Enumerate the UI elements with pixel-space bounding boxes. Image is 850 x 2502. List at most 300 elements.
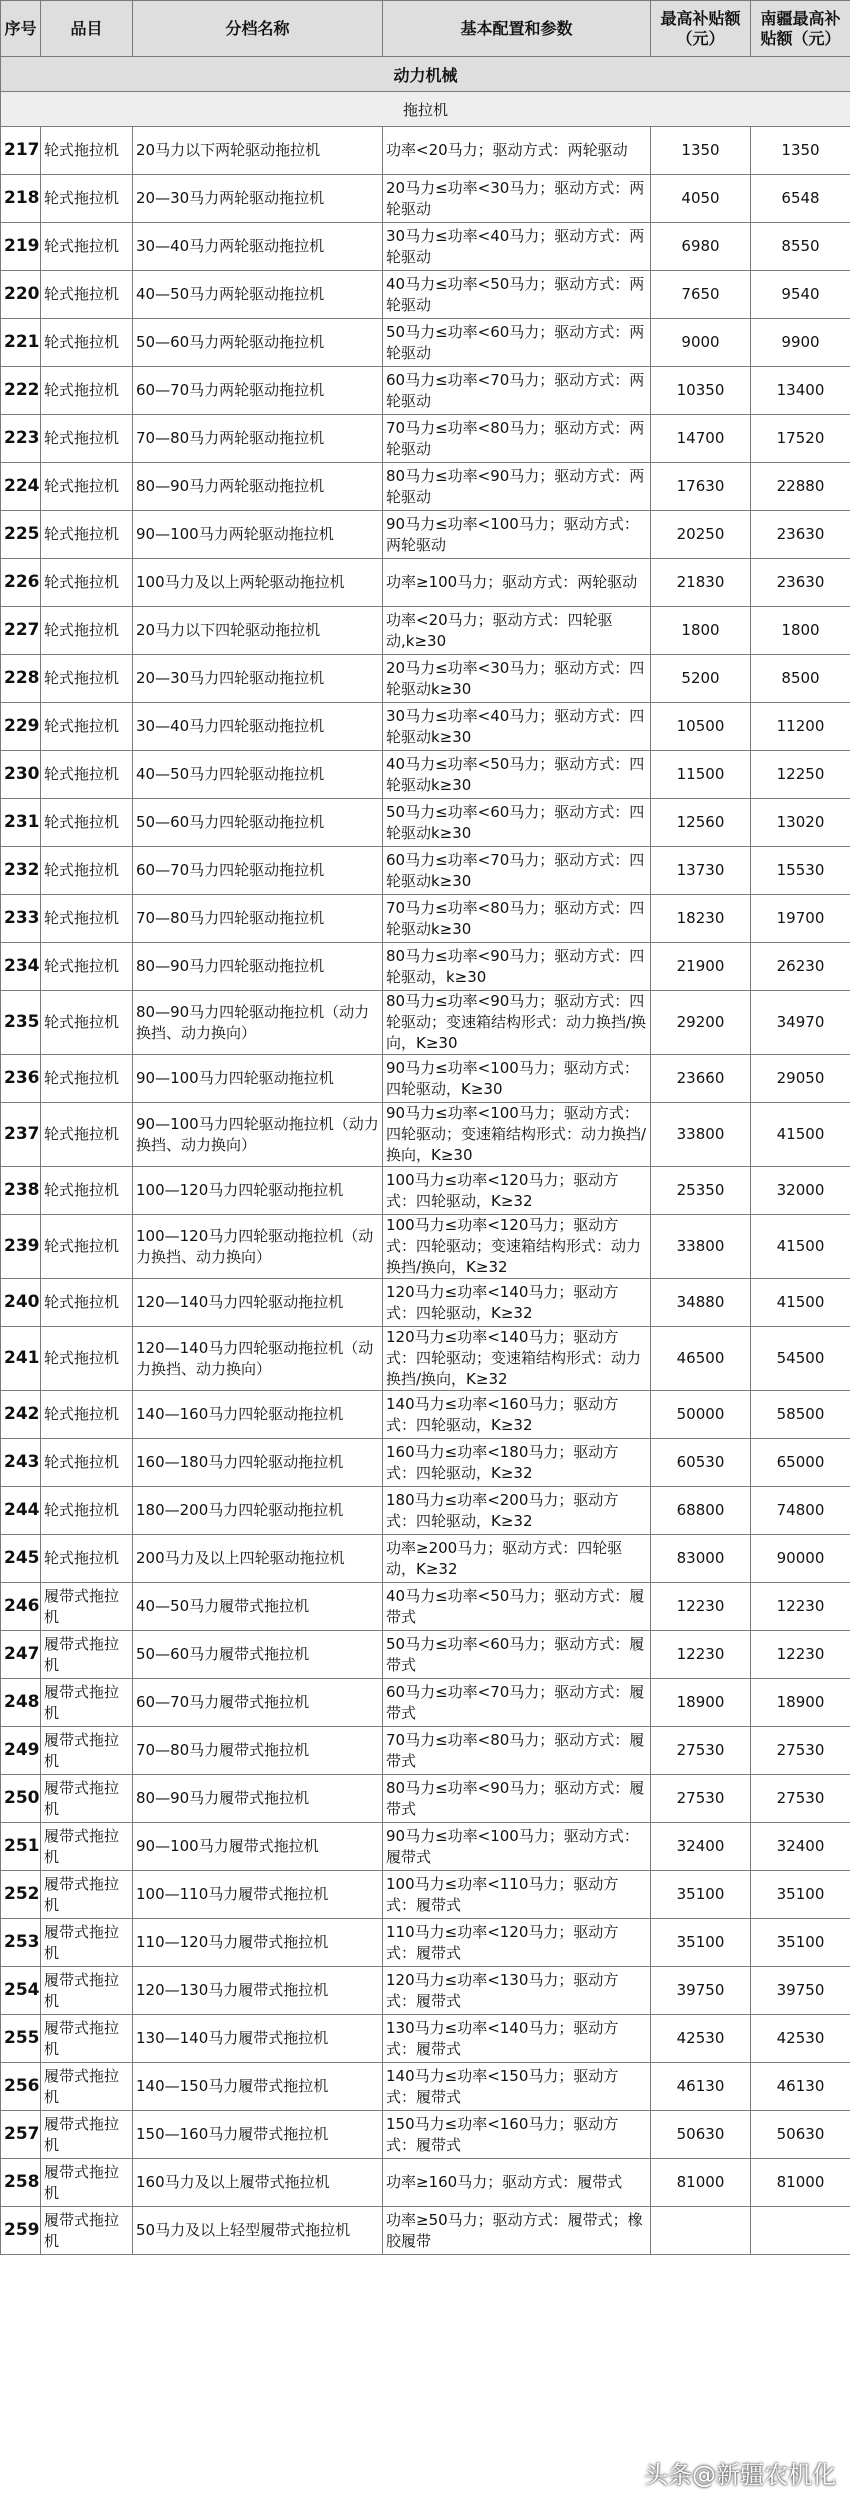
row-param: 90马力≤功率<100马力；驱动方式：两轮驱动 — [383, 511, 651, 559]
row-max-subsidy: 35100 — [651, 1871, 751, 1919]
row-max-subsidy: 50000 — [651, 1391, 751, 1439]
row-number: 240 — [1, 1279, 41, 1327]
row-name: 70—80马力四轮驱动拖拉机 — [133, 895, 383, 943]
row-number: 250 — [1, 1775, 41, 1823]
row-nanjiang-subsidy — [751, 2207, 850, 2255]
row-name: 70—80马力两轮驱动拖拉机 — [133, 415, 383, 463]
row-max-subsidy: 42530 — [651, 2015, 751, 2063]
row-param: 60马力≤功率<70马力；驱动方式：四轮驱动k≥30 — [383, 847, 651, 895]
row-category: 轮式拖拉机 — [41, 175, 133, 223]
section-title: 动力机械 — [1, 57, 850, 92]
row-max-subsidy: 18900 — [651, 1679, 751, 1727]
row-max-subsidy: 35100 — [651, 1919, 751, 1967]
row-param: 20马力≤功率<30马力；驱动方式：两轮驱动 — [383, 175, 651, 223]
row-max-subsidy: 68800 — [651, 1487, 751, 1535]
row-name: 60—70马力履带式拖拉机 — [133, 1679, 383, 1727]
row-param: 80马力≤功率<90马力；驱动方式：四轮驱动，k≥30 — [383, 943, 651, 991]
row-category: 履带式拖拉机 — [41, 2159, 133, 2207]
table-row — [1, 2207, 850, 2255]
row-nanjiang-subsidy: 32400 — [751, 1823, 850, 1871]
row-number: 256 — [1, 2063, 41, 2111]
row-category: 履带式拖拉机 — [41, 1919, 133, 1967]
row-number: 241 — [1, 1327, 41, 1391]
row-param: 20马力≤功率<30马力；驱动方式：四轮驱动k≥30 — [383, 655, 651, 703]
row-number: 258 — [1, 2159, 41, 2207]
row-name: 50—60马力履带式拖拉机 — [133, 1631, 383, 1679]
row-category: 轮式拖拉机 — [41, 895, 133, 943]
row-param: 50马力≤功率<60马力；驱动方式：两轮驱动 — [383, 319, 651, 367]
table-row — [1, 751, 850, 799]
row-name: 110—120马力履带式拖拉机 — [133, 1919, 383, 1967]
row-number: 245 — [1, 1535, 41, 1583]
row-number: 246 — [1, 1583, 41, 1631]
row-name: 120—130马力履带式拖拉机 — [133, 1967, 383, 2015]
row-max-subsidy: 21900 — [651, 943, 751, 991]
row-number: 257 — [1, 2111, 41, 2159]
row-param: 120马力≤功率<130马力；驱动方式：履带式 — [383, 1967, 651, 2015]
row-number: 222 — [1, 367, 41, 415]
row-name: 50—60马力两轮驱动拖拉机 — [133, 319, 383, 367]
table-row — [1, 1439, 850, 1487]
row-name: 100—120马力四轮驱动拖拉机 — [133, 1167, 383, 1215]
row-nanjiang-subsidy: 9900 — [751, 319, 850, 367]
row-number: 218 — [1, 175, 41, 223]
table-row — [1, 1391, 850, 1439]
row-name: 70—80马力履带式拖拉机 — [133, 1727, 383, 1775]
row-param: 100马力≤功率<110马力；驱动方式：履带式 — [383, 1871, 651, 1919]
row-number: 235 — [1, 991, 41, 1055]
row-name: 20马力以下四轮驱动拖拉机 — [133, 607, 383, 655]
row-number: 237 — [1, 1103, 41, 1167]
row-category: 履带式拖拉机 — [41, 1967, 133, 2015]
row-nanjiang-subsidy: 27530 — [751, 1727, 850, 1775]
row-nanjiang-subsidy: 81000 — [751, 2159, 850, 2207]
row-name: 20马力以下两轮驱动拖拉机 — [133, 127, 383, 175]
row-max-subsidy — [651, 2207, 751, 2255]
row-param: 70马力≤功率<80马力；驱动方式：履带式 — [383, 1727, 651, 1775]
row-param: 100马力≤功率<120马力；驱动方式：四轮驱动；变速箱结构形式：动力换挡/换向，K≥32 — [383, 1215, 651, 1279]
row-category: 轮式拖拉机 — [41, 1167, 133, 1215]
table-row — [1, 1727, 850, 1775]
table-row — [1, 943, 850, 991]
row-nanjiang-subsidy: 1350 — [751, 127, 850, 175]
row-nanjiang-subsidy: 15530 — [751, 847, 850, 895]
row-max-subsidy: 25350 — [651, 1167, 751, 1215]
row-nanjiang-subsidy: 6548 — [751, 175, 850, 223]
row-name: 50—60马力四轮驱动拖拉机 — [133, 799, 383, 847]
row-category: 履带式拖拉机 — [41, 2111, 133, 2159]
table-row — [1, 1919, 850, 1967]
row-param: 功率≥160马力；驱动方式：履带式 — [383, 2159, 651, 2207]
row-nanjiang-subsidy: 26230 — [751, 943, 850, 991]
row-number: 232 — [1, 847, 41, 895]
row-max-subsidy: 14700 — [651, 415, 751, 463]
row-name: 100—110马力履带式拖拉机 — [133, 1871, 383, 1919]
table-row — [1, 127, 850, 175]
table-row — [1, 1215, 850, 1279]
row-name: 140—150马力履带式拖拉机 — [133, 2063, 383, 2111]
row-nanjiang-subsidy: 22880 — [751, 463, 850, 511]
row-max-subsidy: 33800 — [651, 1215, 751, 1279]
row-name: 40—50马力履带式拖拉机 — [133, 1583, 383, 1631]
row-nanjiang-subsidy: 74800 — [751, 1487, 850, 1535]
row-max-subsidy: 12230 — [651, 1631, 751, 1679]
row-max-subsidy: 5200 — [651, 655, 751, 703]
row-name: 80—90马力履带式拖拉机 — [133, 1775, 383, 1823]
row-nanjiang-subsidy: 23630 — [751, 559, 850, 607]
row-number: 228 — [1, 655, 41, 703]
row-max-subsidy: 83000 — [651, 1535, 751, 1583]
row-nanjiang-subsidy: 1800 — [751, 607, 850, 655]
row-max-subsidy: 6980 — [651, 223, 751, 271]
row-number: 242 — [1, 1391, 41, 1439]
section-row — [1, 57, 850, 92]
row-max-subsidy: 34880 — [651, 1279, 751, 1327]
row-category: 轮式拖拉机 — [41, 1279, 133, 1327]
row-param: 90马力≤功率<100马力；驱动方式：四轮驱动；变速箱结构形式：动力换挡/换向，K≥30 — [383, 1103, 651, 1167]
row-name: 20—30马力两轮驱动拖拉机 — [133, 175, 383, 223]
row-max-subsidy: 1800 — [651, 607, 751, 655]
row-nanjiang-subsidy: 12230 — [751, 1631, 850, 1679]
row-param: 功率<20马力；驱动方式：两轮驱动 — [383, 127, 651, 175]
row-category: 轮式拖拉机 — [41, 1215, 133, 1279]
table-row — [1, 1487, 850, 1535]
row-name: 90—100马力履带式拖拉机 — [133, 1823, 383, 1871]
row-param: 功率≥200马力；驱动方式：四轮驱动，K≥32 — [383, 1535, 651, 1583]
row-category: 轮式拖拉机 — [41, 751, 133, 799]
row-nanjiang-subsidy: 35100 — [751, 1871, 850, 1919]
row-nanjiang-subsidy: 65000 — [751, 1439, 850, 1487]
row-nanjiang-subsidy: 39750 — [751, 1967, 850, 2015]
row-nanjiang-subsidy: 12230 — [751, 1583, 850, 1631]
row-number: 229 — [1, 703, 41, 751]
table-row — [1, 1871, 850, 1919]
table-row — [1, 511, 850, 559]
row-max-subsidy: 23660 — [651, 1055, 751, 1103]
row-name: 40—50马力四轮驱动拖拉机 — [133, 751, 383, 799]
row-nanjiang-subsidy: 58500 — [751, 1391, 850, 1439]
table-row — [1, 223, 850, 271]
row-number: 238 — [1, 1167, 41, 1215]
row-number: 248 — [1, 1679, 41, 1727]
table-row — [1, 1535, 850, 1583]
row-number: 253 — [1, 1919, 41, 1967]
row-param: 160马力≤功率<180马力；驱动方式：四轮驱动，K≥32 — [383, 1439, 651, 1487]
row-number: 223 — [1, 415, 41, 463]
row-max-subsidy: 32400 — [651, 1823, 751, 1871]
row-category: 轮式拖拉机 — [41, 1439, 133, 1487]
row-number: 234 — [1, 943, 41, 991]
row-name: 80—90马力四轮驱动拖拉机（动力换挡、动力换向） — [133, 991, 383, 1055]
row-number: 227 — [1, 607, 41, 655]
row-name: 90—100马力四轮驱动拖拉机 — [133, 1055, 383, 1103]
row-category: 轮式拖拉机 — [41, 799, 133, 847]
row-category: 轮式拖拉机 — [41, 127, 133, 175]
row-name: 60—70马力四轮驱动拖拉机 — [133, 847, 383, 895]
row-param: 90马力≤功率<100马力；驱动方式：履带式 — [383, 1823, 651, 1871]
watermark: 头条@新疆农机化 — [644, 2461, 836, 2489]
row-category: 履带式拖拉机 — [41, 1775, 133, 1823]
row-param: 60马力≤功率<70马力；驱动方式：两轮驱动 — [383, 367, 651, 415]
row-name: 180—200马力四轮驱动拖拉机 — [133, 1487, 383, 1535]
row-nanjiang-subsidy: 18900 — [751, 1679, 850, 1727]
row-nanjiang-subsidy: 9540 — [751, 271, 850, 319]
row-category: 轮式拖拉机 — [41, 1487, 133, 1535]
row-name: 80—90马力四轮驱动拖拉机 — [133, 943, 383, 991]
row-category: 履带式拖拉机 — [41, 1727, 133, 1775]
row-category: 轮式拖拉机 — [41, 463, 133, 511]
row-param: 140马力≤功率<160马力；驱动方式：四轮驱动，K≥32 — [383, 1391, 651, 1439]
table-row — [1, 703, 850, 751]
row-number: 233 — [1, 895, 41, 943]
row-max-subsidy: 12560 — [651, 799, 751, 847]
table-row — [1, 2015, 850, 2063]
row-param: 180马力≤功率<200马力；驱动方式：四轮驱动，K≥32 — [383, 1487, 651, 1535]
row-category: 轮式拖拉机 — [41, 1103, 133, 1167]
row-category: 轮式拖拉机 — [41, 607, 133, 655]
row-nanjiang-subsidy: 32000 — [751, 1167, 850, 1215]
row-category: 履带式拖拉机 — [41, 1823, 133, 1871]
row-category: 履带式拖拉机 — [41, 1631, 133, 1679]
row-param: 80马力≤功率<90马力；驱动方式：四轮驱动；变速箱结构形式：动力换挡/换向，K≥30 — [383, 991, 651, 1055]
row-number: 231 — [1, 799, 41, 847]
row-param: 50马力≤功率<60马力；驱动方式：履带式 — [383, 1631, 651, 1679]
table-row — [1, 1103, 850, 1167]
table-row — [1, 1279, 850, 1327]
subsection-title: 拖拉机 — [1, 92, 850, 127]
table-row — [1, 2159, 850, 2207]
table-row — [1, 1167, 850, 1215]
row-category: 轮式拖拉机 — [41, 847, 133, 895]
row-param: 150马力≤功率<160马力；驱动方式：履带式 — [383, 2111, 651, 2159]
table-row — [1, 1679, 850, 1727]
row-name: 80—90马力两轮驱动拖拉机 — [133, 463, 383, 511]
row-max-subsidy: 13730 — [651, 847, 751, 895]
row-param: 40马力≤功率<50马力；驱动方式：四轮驱动k≥30 — [383, 751, 651, 799]
row-number: 220 — [1, 271, 41, 319]
row-category: 轮式拖拉机 — [41, 655, 133, 703]
row-nanjiang-subsidy: 8500 — [751, 655, 850, 703]
row-name: 30—40马力两轮驱动拖拉机 — [133, 223, 383, 271]
row-number: 252 — [1, 1871, 41, 1919]
row-category: 轮式拖拉机 — [41, 943, 133, 991]
subsection-row — [1, 92, 850, 127]
row-max-subsidy: 17630 — [651, 463, 751, 511]
row-name: 160马力及以上履带式拖拉机 — [133, 2159, 383, 2207]
row-param: 120马力≤功率<140马力；驱动方式：四轮驱动；变速箱结构形式：动力换挡/换向，K≥32 — [383, 1327, 651, 1391]
table-row — [1, 1967, 850, 2015]
row-nanjiang-subsidy: 41500 — [751, 1215, 850, 1279]
row-number: 247 — [1, 1631, 41, 1679]
table-row — [1, 1055, 850, 1103]
row-nanjiang-subsidy: 54500 — [751, 1327, 850, 1391]
row-nanjiang-subsidy: 35100 — [751, 1919, 850, 1967]
row-number: 225 — [1, 511, 41, 559]
header-param: 基本配置和参数 — [383, 1, 651, 57]
row-max-subsidy: 10350 — [651, 367, 751, 415]
row-param: 90马力≤功率<100马力；驱动方式：四轮驱动，K≥30 — [383, 1055, 651, 1103]
table-row — [1, 1583, 850, 1631]
row-category: 轮式拖拉机 — [41, 1055, 133, 1103]
row-max-subsidy: 18230 — [651, 895, 751, 943]
row-name: 140—160马力四轮驱动拖拉机 — [133, 1391, 383, 1439]
table-header-row — [1, 1, 850, 57]
table-row — [1, 175, 850, 223]
row-param: 110马力≤功率<120马力；驱动方式：履带式 — [383, 1919, 651, 1967]
row-max-subsidy: 50630 — [651, 2111, 751, 2159]
table-row — [1, 799, 850, 847]
row-name: 60—70马力两轮驱动拖拉机 — [133, 367, 383, 415]
row-number: 226 — [1, 559, 41, 607]
table-row — [1, 895, 850, 943]
row-max-subsidy: 21830 — [651, 559, 751, 607]
row-category: 轮式拖拉机 — [41, 223, 133, 271]
row-param: 70马力≤功率<80马力；驱动方式：四轮驱动k≥30 — [383, 895, 651, 943]
row-name: 100—120马力四轮驱动拖拉机（动力换挡、动力换向） — [133, 1215, 383, 1279]
row-number: 259 — [1, 2207, 41, 2255]
row-param: 80马力≤功率<90马力；驱动方式：两轮驱动 — [383, 463, 651, 511]
row-param: 40马力≤功率<50马力；驱动方式：履带式 — [383, 1583, 651, 1631]
header-category: 品目 — [41, 1, 133, 57]
row-name: 120—140马力四轮驱动拖拉机（动力换挡、动力换向） — [133, 1327, 383, 1391]
row-category: 轮式拖拉机 — [41, 559, 133, 607]
row-param: 120马力≤功率<140马力；驱动方式：四轮驱动，K≥32 — [383, 1279, 651, 1327]
row-category: 轮式拖拉机 — [41, 319, 133, 367]
table-row — [1, 607, 850, 655]
table-row — [1, 319, 850, 367]
row-max-subsidy: 46500 — [651, 1327, 751, 1391]
table-row — [1, 2111, 850, 2159]
row-category: 履带式拖拉机 — [41, 2063, 133, 2111]
table-row — [1, 1327, 850, 1391]
table-row — [1, 847, 850, 895]
row-name: 90—100马力两轮驱动拖拉机 — [133, 511, 383, 559]
row-category: 轮式拖拉机 — [41, 991, 133, 1055]
row-nanjiang-subsidy: 27530 — [751, 1775, 850, 1823]
table-row — [1, 271, 850, 319]
row-name: 150—160马力履带式拖拉机 — [133, 2111, 383, 2159]
row-max-subsidy: 60530 — [651, 1439, 751, 1487]
table-row — [1, 1631, 850, 1679]
row-name: 130—140马力履带式拖拉机 — [133, 2015, 383, 2063]
row-category: 轮式拖拉机 — [41, 1535, 133, 1583]
row-category: 履带式拖拉机 — [41, 1583, 133, 1631]
row-category: 轮式拖拉机 — [41, 511, 133, 559]
row-nanjiang-subsidy: 8550 — [751, 223, 850, 271]
row-param: 30马力≤功率<40马力；驱动方式：两轮驱动 — [383, 223, 651, 271]
row-nanjiang-subsidy: 41500 — [751, 1103, 850, 1167]
row-param: 功率≥50马力；驱动方式：履带式；橡胶履带 — [383, 2207, 651, 2255]
table-row — [1, 367, 850, 415]
table-row — [1, 463, 850, 511]
row-max-subsidy: 29200 — [651, 991, 751, 1055]
row-number: 236 — [1, 1055, 41, 1103]
row-category: 履带式拖拉机 — [41, 2207, 133, 2255]
row-max-subsidy: 39750 — [651, 1967, 751, 2015]
row-name: 100马力及以上两轮驱动拖拉机 — [133, 559, 383, 607]
row-nanjiang-subsidy: 12250 — [751, 751, 850, 799]
row-max-subsidy: 81000 — [651, 2159, 751, 2207]
row-max-subsidy: 7650 — [651, 271, 751, 319]
row-number: 255 — [1, 2015, 41, 2063]
row-param: 功率≥100马力；驱动方式：两轮驱动 — [383, 559, 651, 607]
header-nanjiang-subsidy: 南疆最高补贴额（元） — [751, 1, 850, 57]
row-max-subsidy: 27530 — [651, 1727, 751, 1775]
row-category: 履带式拖拉机 — [41, 1871, 133, 1919]
row-category: 轮式拖拉机 — [41, 415, 133, 463]
row-name: 120—140马力四轮驱动拖拉机 — [133, 1279, 383, 1327]
table-row — [1, 415, 850, 463]
row-max-subsidy: 9000 — [651, 319, 751, 367]
row-max-subsidy: 11500 — [651, 751, 751, 799]
row-number: 224 — [1, 463, 41, 511]
row-param: 30马力≤功率<40马力；驱动方式：四轮驱动k≥30 — [383, 703, 651, 751]
row-number: 230 — [1, 751, 41, 799]
row-nanjiang-subsidy: 29050 — [751, 1055, 850, 1103]
row-nanjiang-subsidy: 42530 — [751, 2015, 850, 2063]
row-category: 轮式拖拉机 — [41, 703, 133, 751]
table-row — [1, 991, 850, 1055]
row-nanjiang-subsidy: 50630 — [751, 2111, 850, 2159]
row-nanjiang-subsidy: 13020 — [751, 799, 850, 847]
row-category: 履带式拖拉机 — [41, 1679, 133, 1727]
row-nanjiang-subsidy: 46130 — [751, 2063, 850, 2111]
table-row — [1, 1775, 850, 1823]
row-name: 160—180马力四轮驱动拖拉机 — [133, 1439, 383, 1487]
row-max-subsidy: 4050 — [651, 175, 751, 223]
row-category: 轮式拖拉机 — [41, 1391, 133, 1439]
row-nanjiang-subsidy: 17520 — [751, 415, 850, 463]
row-max-subsidy: 12230 — [651, 1583, 751, 1631]
row-param: 60马力≤功率<70马力；驱动方式：履带式 — [383, 1679, 651, 1727]
row-number: 221 — [1, 319, 41, 367]
row-nanjiang-subsidy: 11200 — [751, 703, 850, 751]
row-param: 功率<20马力；驱动方式：四轮驱动,k≥30 — [383, 607, 651, 655]
row-param: 70马力≤功率<80马力；驱动方式：两轮驱动 — [383, 415, 651, 463]
row-number: 249 — [1, 1727, 41, 1775]
table-row — [1, 559, 850, 607]
row-param: 50马力≤功率<60马力；驱动方式：四轮驱动k≥30 — [383, 799, 651, 847]
row-category: 轮式拖拉机 — [41, 367, 133, 415]
row-number: 219 — [1, 223, 41, 271]
row-category: 轮式拖拉机 — [41, 271, 133, 319]
row-param: 140马力≤功率<150马力；驱动方式：履带式 — [383, 2063, 651, 2111]
row-name: 20—30马力四轮驱动拖拉机 — [133, 655, 383, 703]
table-row — [1, 1823, 850, 1871]
header-name: 分档名称 — [133, 1, 383, 57]
table-row — [1, 2063, 850, 2111]
row-max-subsidy: 10500 — [651, 703, 751, 751]
row-nanjiang-subsidy: 34970 — [751, 991, 850, 1055]
row-max-subsidy: 33800 — [651, 1103, 751, 1167]
row-nanjiang-subsidy: 13400 — [751, 367, 850, 415]
row-param: 80马力≤功率<90马力；驱动方式：履带式 — [383, 1775, 651, 1823]
row-number: 239 — [1, 1215, 41, 1279]
row-name: 30—40马力四轮驱动拖拉机 — [133, 703, 383, 751]
row-name: 90—100马力四轮驱动拖拉机（动力换挡、动力换向） — [133, 1103, 383, 1167]
row-nanjiang-subsidy: 90000 — [751, 1535, 850, 1583]
row-number: 251 — [1, 1823, 41, 1871]
row-nanjiang-subsidy: 41500 — [751, 1279, 850, 1327]
table-row — [1, 655, 850, 703]
header-max-subsidy: 最高补贴额（元） — [651, 1, 751, 57]
row-max-subsidy: 46130 — [651, 2063, 751, 2111]
row-category: 履带式拖拉机 — [41, 2015, 133, 2063]
row-max-subsidy: 1350 — [651, 127, 751, 175]
row-param: 100马力≤功率<120马力；驱动方式：四轮驱动，K≥32 — [383, 1167, 651, 1215]
row-nanjiang-subsidy: 23630 — [751, 511, 850, 559]
row-number: 244 — [1, 1487, 41, 1535]
